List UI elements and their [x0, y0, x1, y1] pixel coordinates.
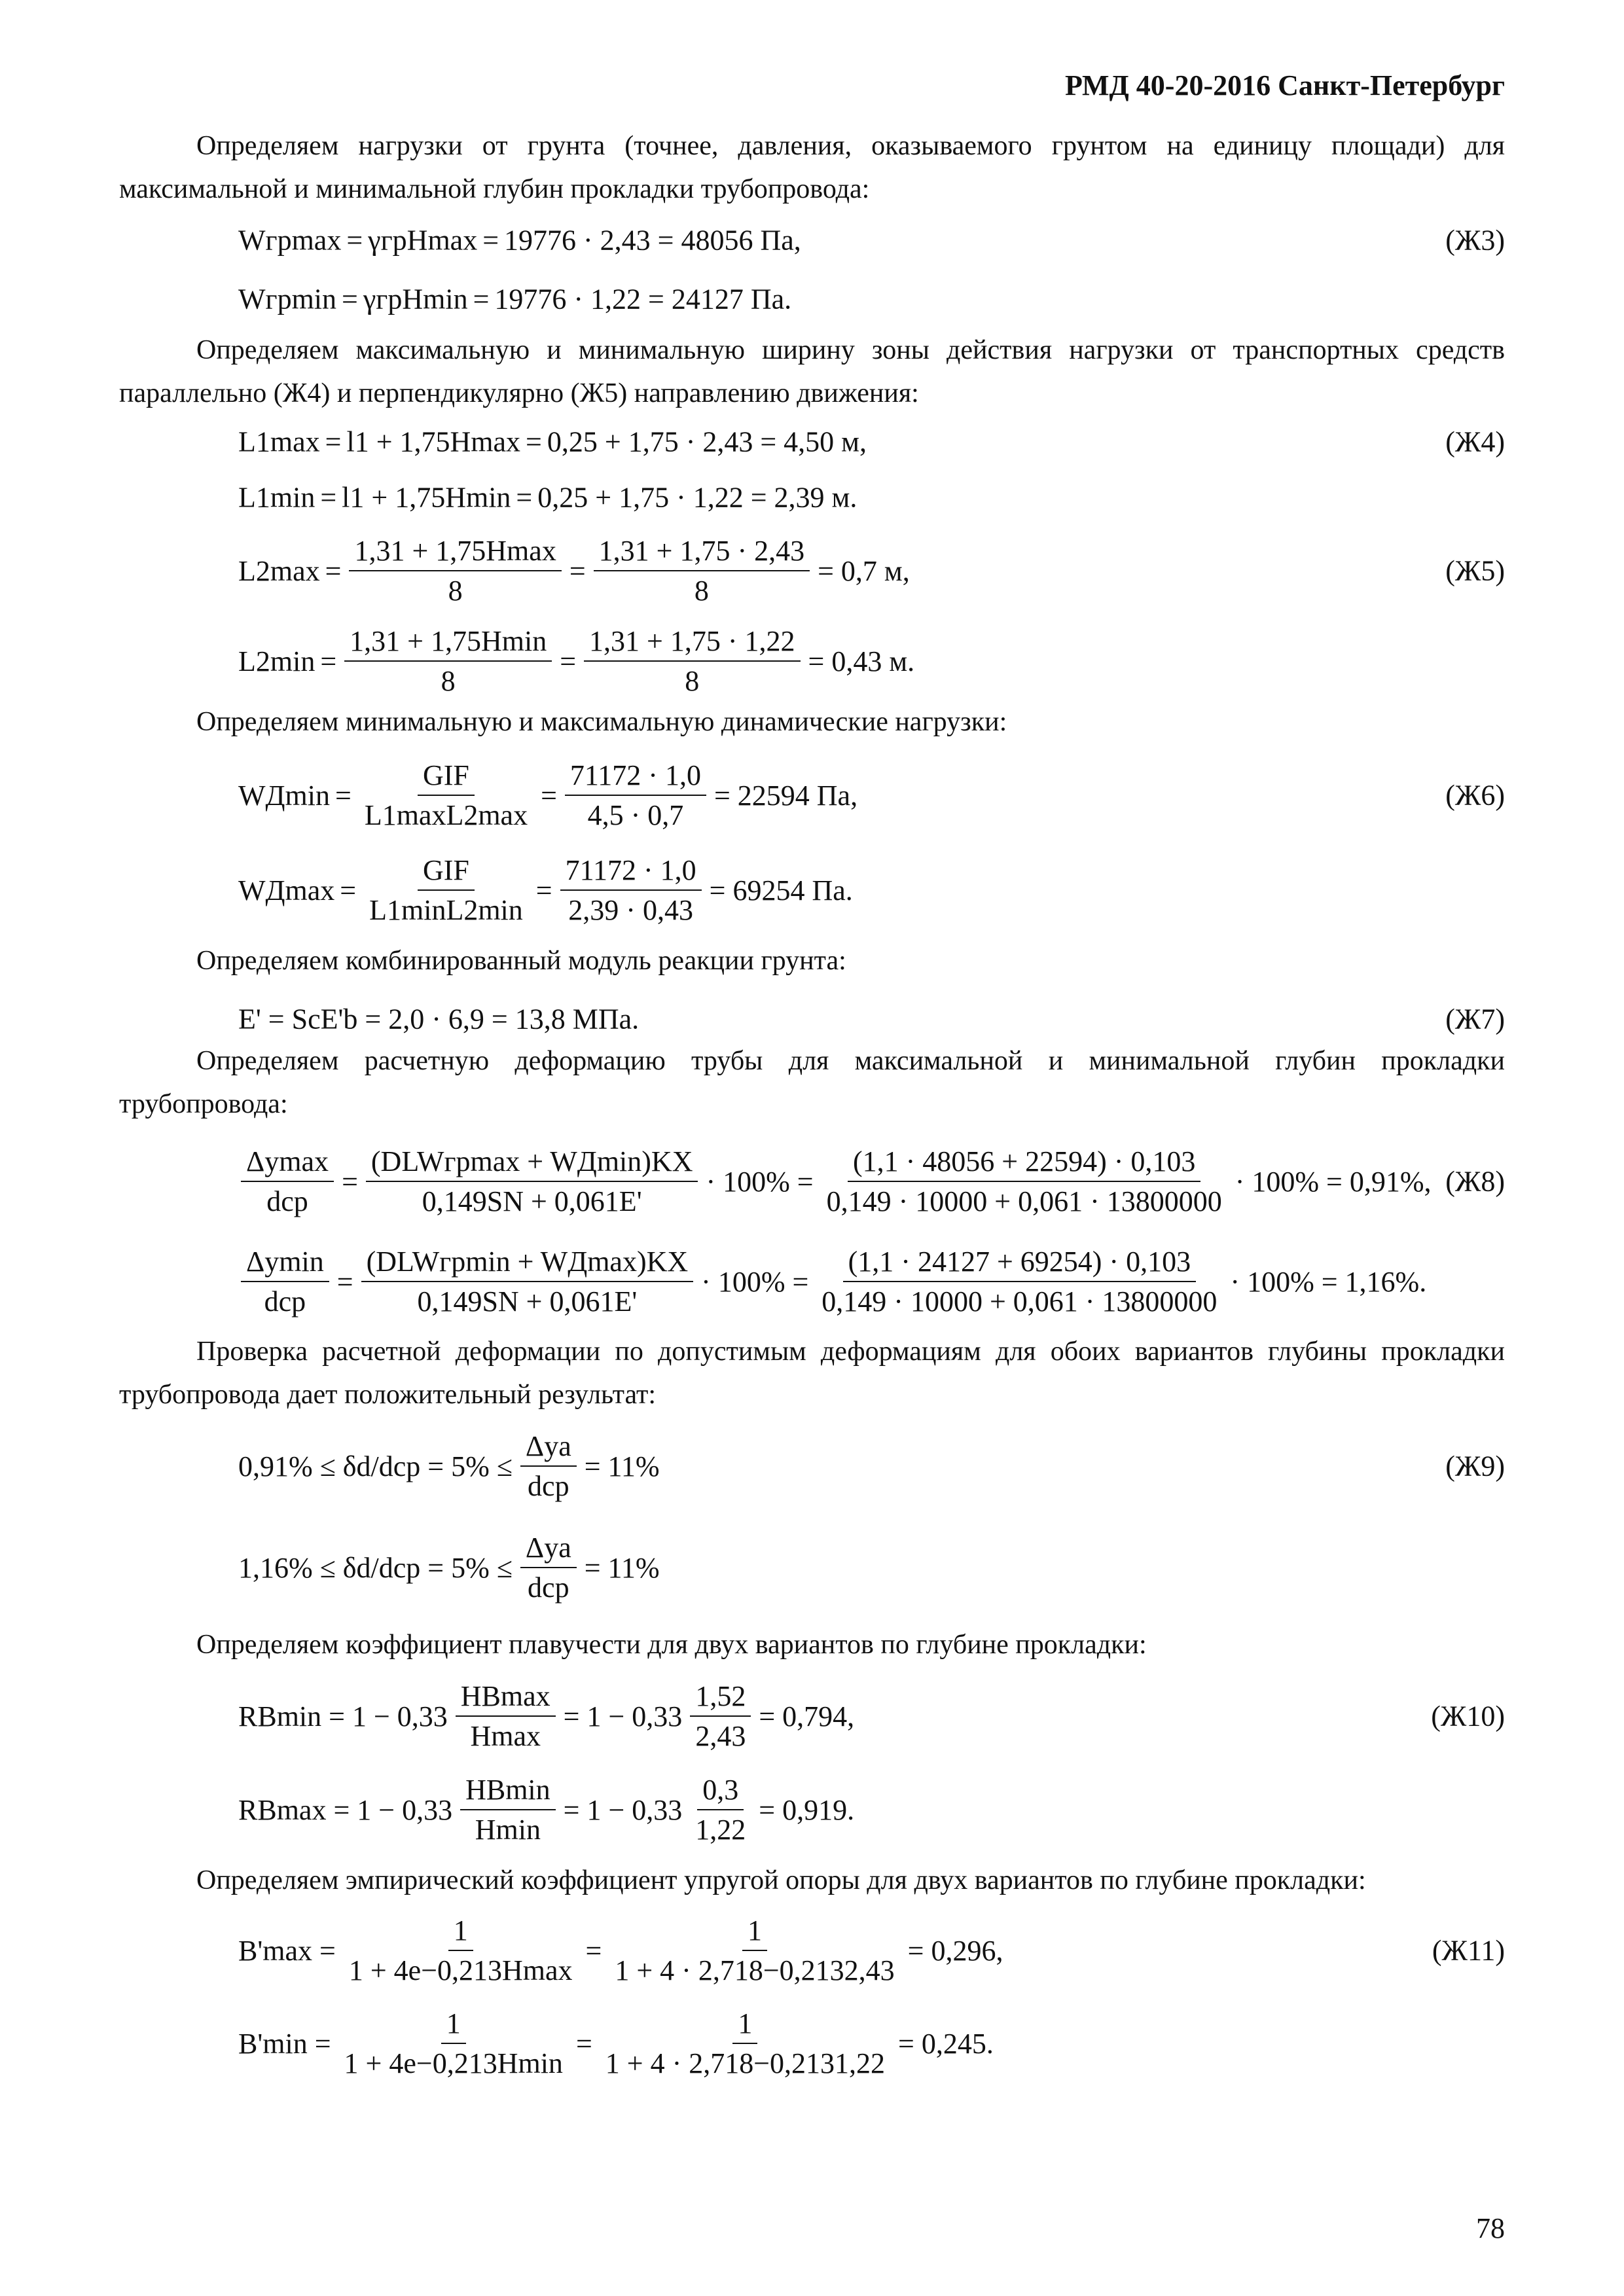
equation-term: = 0,245.: [898, 2027, 994, 2060]
equation-body: [236, 759, 860, 832]
equation-body: [236, 1773, 857, 1846]
fraction: [339, 2007, 568, 2080]
equation-term: =: [482, 224, 499, 257]
fraction: [600, 2007, 890, 2080]
equation-body: [236, 481, 859, 514]
equation-term: L1max: [238, 425, 320, 458]
fraction-denominator: dср: [528, 1470, 569, 1502]
fraction: [460, 1773, 556, 1846]
equation-body: [236, 1914, 1005, 1987]
fraction-numerator: GIF: [418, 853, 475, 891]
equation-number: (Ж4): [1445, 425, 1505, 458]
equation-body: [236, 1679, 857, 1753]
fraction-denominator: 1 + 4 · 2,718−0,2131,22: [605, 2047, 886, 2079]
equation-term: E' = ScE'b = 2,0 · 6,9 = 13,8 МПа.: [238, 1003, 640, 1035]
fraction: [241, 1245, 329, 1318]
paragraph-elastic-support: Определяем эмпирический коэффициент упругой опоры для двух вариантов по глубине прокладки:: [196, 1865, 1366, 1895]
equation-number: (Ж10): [1431, 1700, 1505, 1732]
paragraph-load-zone-width: Определяем максимальную и минимальную ширину зоны действия нагрузки от транспортных средств параллельно (Ж4) и перпендикулярно (Ж5) направлению движения:: [119, 335, 1505, 408]
fraction-denominator: L1maxL2max: [364, 799, 528, 831]
equation-term: = 22594 Па,: [713, 779, 858, 812]
equation-term: =: [325, 554, 342, 587]
equation-number: (Ж11): [1432, 1934, 1505, 1967]
fraction-numerator: Δymax: [241, 1145, 334, 1182]
equation-term: =: [320, 645, 337, 677]
fraction-denominator: 4,5 · 0,7: [587, 799, 684, 831]
equation-term: L2max: [238, 554, 320, 587]
equation-term: =: [541, 779, 557, 812]
equation-term: = 0,919.: [759, 1793, 855, 1826]
fraction: [520, 1429, 577, 1503]
equation-term: = 0,7 м,: [818, 554, 910, 587]
equation-term: l1 + 1,75Hmin: [342, 481, 511, 514]
fraction-numerator: (DLWгрmax + WДmin)KX: [366, 1145, 698, 1182]
equation-term: =: [473, 283, 490, 315]
equation-term: WДmax: [238, 874, 335, 906]
equation-term: = 0,43 м.: [808, 645, 915, 677]
equation-term: γгрHmin: [363, 283, 468, 315]
fraction: [821, 1145, 1227, 1218]
equation-term: = 11%: [584, 1450, 660, 1482]
equation-l1-max: [236, 425, 1505, 458]
paragraph-deformation-check: Проверка расчетной деформации по допустимым деформациям для обоих вариантов глубины прокладки трубопровода дает положительный результат:: [119, 1336, 1505, 1410]
equation-rb-max: [236, 1774, 1505, 1846]
equation-body: [236, 624, 917, 698]
fraction: [361, 1245, 694, 1318]
equation-term: · 100% =: [706, 1165, 814, 1198]
fraction: [344, 624, 552, 698]
equation-term: L1min: [238, 481, 316, 514]
equation-rb-min: [236, 1680, 1505, 1752]
fraction-denominator: 8: [448, 575, 463, 607]
fraction: [520, 1531, 577, 1604]
equation-term: 0,25 + 1,75 · 2,43 = 4,50 м,: [547, 425, 867, 458]
fraction-numerator: 1,31 + 1,75 · 2,43: [594, 534, 810, 571]
equation-term: Wгрmax: [238, 224, 342, 257]
equation-body: [236, 1003, 641, 1036]
fraction: [241, 1145, 334, 1218]
equation-term: =: [560, 645, 577, 677]
equation-term: 0,25 + 1,75 · 1,22 = 2,39 м.: [537, 481, 857, 514]
fraction-numerator: 1: [742, 1914, 767, 1951]
equation-term: RBmax = 1 − 0,33: [238, 1793, 453, 1826]
fraction-denominator: 8: [441, 665, 456, 697]
equation-term: WДmin: [238, 779, 330, 812]
equation-term: =: [335, 779, 352, 812]
fraction: [565, 759, 706, 832]
equation-term: B'min =: [238, 2027, 331, 2060]
paragraph-buoyancy: Определяем коэффициент плавучести для двух вариантов по глубине прокладки:: [196, 1630, 1147, 1660]
fraction-numerator: 71172 · 1,0: [560, 853, 702, 891]
paragraph-dynamic-loads: Определяем минимальную и максимальную динамические нагрузки:: [196, 707, 1007, 737]
fraction-numerator: 1,31 + 1,75Hmax: [349, 534, 561, 571]
fraction-numerator: (1,1 · 48056 + 22594) · 0,103: [848, 1145, 1200, 1182]
fraction: [816, 1245, 1222, 1318]
equation-term: =: [325, 425, 342, 458]
equation-term: =: [340, 874, 357, 906]
equation-term: · 100% = 1,16%.: [1230, 1265, 1427, 1298]
fraction-numerator: HBmax: [456, 1679, 556, 1717]
fraction-denominator: 2,43: [695, 1720, 746, 1752]
fraction-numerator: 1: [448, 1914, 473, 1951]
fraction: [584, 624, 800, 698]
fraction-numerator: (DLWгрmin + WДmax)KX: [361, 1245, 694, 1282]
fraction: [349, 534, 561, 607]
page-number: 78: [1476, 2212, 1505, 2244]
equation-number: (Ж7): [1445, 1003, 1505, 1035]
fraction-denominator: 0,149 · 10000 + 0,061 · 13800000: [821, 1285, 1218, 1318]
equation-term: l1 + 1,75Hmax: [346, 425, 521, 458]
equation-term: γгрHmax: [368, 224, 478, 257]
equation-w-gr-max: [236, 224, 1505, 257]
equation-w-gr-min: [236, 283, 1505, 315]
equation-body: [236, 1429, 662, 1503]
equation-term: = 1 − 0,33: [563, 1700, 683, 1732]
equation-number: (Ж8): [1445, 1165, 1505, 1198]
fraction: [344, 1914, 578, 1987]
fraction: [366, 1145, 698, 1218]
equation-body: [236, 224, 804, 257]
equation-number: (Ж3): [1445, 224, 1505, 257]
fraction-numerator: 1: [441, 2007, 466, 2044]
fraction-numerator: GIF: [418, 759, 475, 796]
equation-number: (Ж9): [1445, 1450, 1505, 1482]
equation-term: B'max =: [238, 1934, 336, 1967]
fraction-denominator: 0,149 · 10000 + 0,061 · 13800000: [826, 1185, 1222, 1217]
fraction: [690, 1773, 751, 1846]
equation-term: · 100% = 0,91%,: [1235, 1165, 1432, 1198]
equation-term: 1,16% ≤ δd/dср = 5% ≤: [238, 1551, 513, 1584]
equation-term: L2min: [238, 645, 316, 677]
equation-term: = 0,296,: [907, 1934, 1003, 1967]
equation-term: =: [516, 481, 533, 514]
fraction-numerator: 0,3: [697, 1773, 744, 1810]
paragraph-soil-loads: Определяем нагрузки от грунта (точнее, давления, оказываемого грунтом на единицу площади) для максимальной и минимальной глубин прокладки трубопровода:: [119, 131, 1505, 204]
fraction-numerator: Δya: [520, 1429, 577, 1467]
equation-number: (Ж6): [1445, 779, 1505, 812]
fraction-denominator: 1 + 4e−0,213Hmax: [348, 1954, 573, 1986]
equation-term: 19776 · 1,22 = 24127 Па.: [494, 283, 792, 315]
equation-e-prime: [236, 1003, 1505, 1035]
fraction-numerator: 1,31 + 1,75Hmin: [344, 624, 552, 662]
equation-body: [236, 425, 869, 459]
fraction-denominator: dср: [528, 1571, 569, 1604]
equation-body: [236, 853, 856, 927]
equation-term: = 0,794,: [759, 1700, 855, 1732]
fraction-numerator: 1,52: [690, 1679, 751, 1717]
equation-number: (Ж5): [1445, 554, 1505, 587]
fraction-denominator: 8: [685, 665, 700, 697]
equation-term: =: [569, 554, 586, 587]
equation-term: =: [526, 425, 542, 458]
fraction-denominator: 1 + 4e−0,213Hmin: [344, 2047, 563, 2079]
equation-body: [236, 1245, 1429, 1318]
fraction: [594, 534, 810, 607]
equation-body: [236, 283, 794, 316]
equation-term: =: [320, 481, 337, 514]
document-header: РМД 40-20-2016 Санкт-Петербург: [1064, 69, 1505, 101]
fraction-numerator: HBmin: [460, 1773, 556, 1810]
equation-term: · 100% =: [701, 1265, 809, 1298]
fraction-denominator: 2,39 · 0,43: [568, 894, 693, 926]
equation-l1-min: [236, 481, 1505, 514]
equation-check-1: [236, 1430, 1505, 1502]
equation-body: [236, 1145, 1434, 1218]
fraction-numerator: 1,31 + 1,75 · 1,22: [584, 624, 800, 662]
fraction: [456, 1679, 556, 1753]
equation-term: =: [336, 1265, 353, 1298]
equation-check-2: [236, 1532, 1505, 1604]
equation-body: [236, 2007, 996, 2080]
fraction-denominator: 0,149SN + 0,061E': [422, 1185, 642, 1217]
fraction-numerator: (1,1 · 24127 + 69254) · 0,103: [843, 1245, 1196, 1282]
paragraph-soil-modulus: Определяем комбинированный модуль реакции грунта:: [196, 946, 846, 976]
fraction: [560, 853, 702, 927]
equation-term: =: [342, 283, 358, 315]
equation-term: 19776 · 2,43 = 48056 Па,: [504, 224, 801, 257]
fraction-denominator: Hmin: [475, 1814, 541, 1846]
equation-term: =: [346, 224, 363, 257]
equation-term: = 1 − 0,33: [563, 1793, 683, 1826]
equation-body: [236, 534, 912, 607]
equation-term: Wгрmin: [238, 283, 337, 315]
equation-term: =: [575, 2027, 592, 2060]
fraction-denominator: dср: [264, 1285, 306, 1318]
fraction-denominator: Hmax: [470, 1720, 541, 1752]
fraction: [690, 1679, 751, 1753]
paragraph-pipe-deformation: Определяем расчетную деформацию трубы для максимальной и минимальной глубин прокладки трубопровода:: [119, 1046, 1505, 1119]
equation-term: 0,91% ≤ δd/dср = 5% ≤: [238, 1450, 513, 1482]
fraction: [609, 1914, 899, 1987]
equation-term: = 11%: [584, 1551, 660, 1584]
equation-term: =: [342, 1165, 358, 1198]
fraction-denominator: 8: [694, 575, 709, 607]
fraction-numerator: 1: [732, 2007, 757, 2044]
equation-term: RBmin = 1 − 0,33: [238, 1700, 448, 1732]
equation-term: = 69254 Па.: [709, 874, 853, 906]
fraction: [364, 853, 528, 927]
equation-term: =: [535, 874, 552, 906]
fraction-denominator: 1,22: [695, 1814, 746, 1846]
fraction-numerator: 71172 · 1,0: [565, 759, 706, 796]
equation-term: =: [585, 1934, 602, 1967]
fraction-denominator: 1 + 4 · 2,718−0,2132,43: [615, 1954, 895, 1986]
fraction: [359, 759, 533, 832]
equation-body: [236, 1531, 662, 1604]
fraction-denominator: L1minL2min: [369, 894, 523, 926]
fraction-numerator: Δymin: [241, 1245, 329, 1282]
fraction-denominator: dср: [266, 1185, 308, 1217]
fraction-denominator: 0,149SN + 0,061E': [417, 1285, 638, 1318]
fraction-numerator: Δya: [520, 1531, 577, 1568]
